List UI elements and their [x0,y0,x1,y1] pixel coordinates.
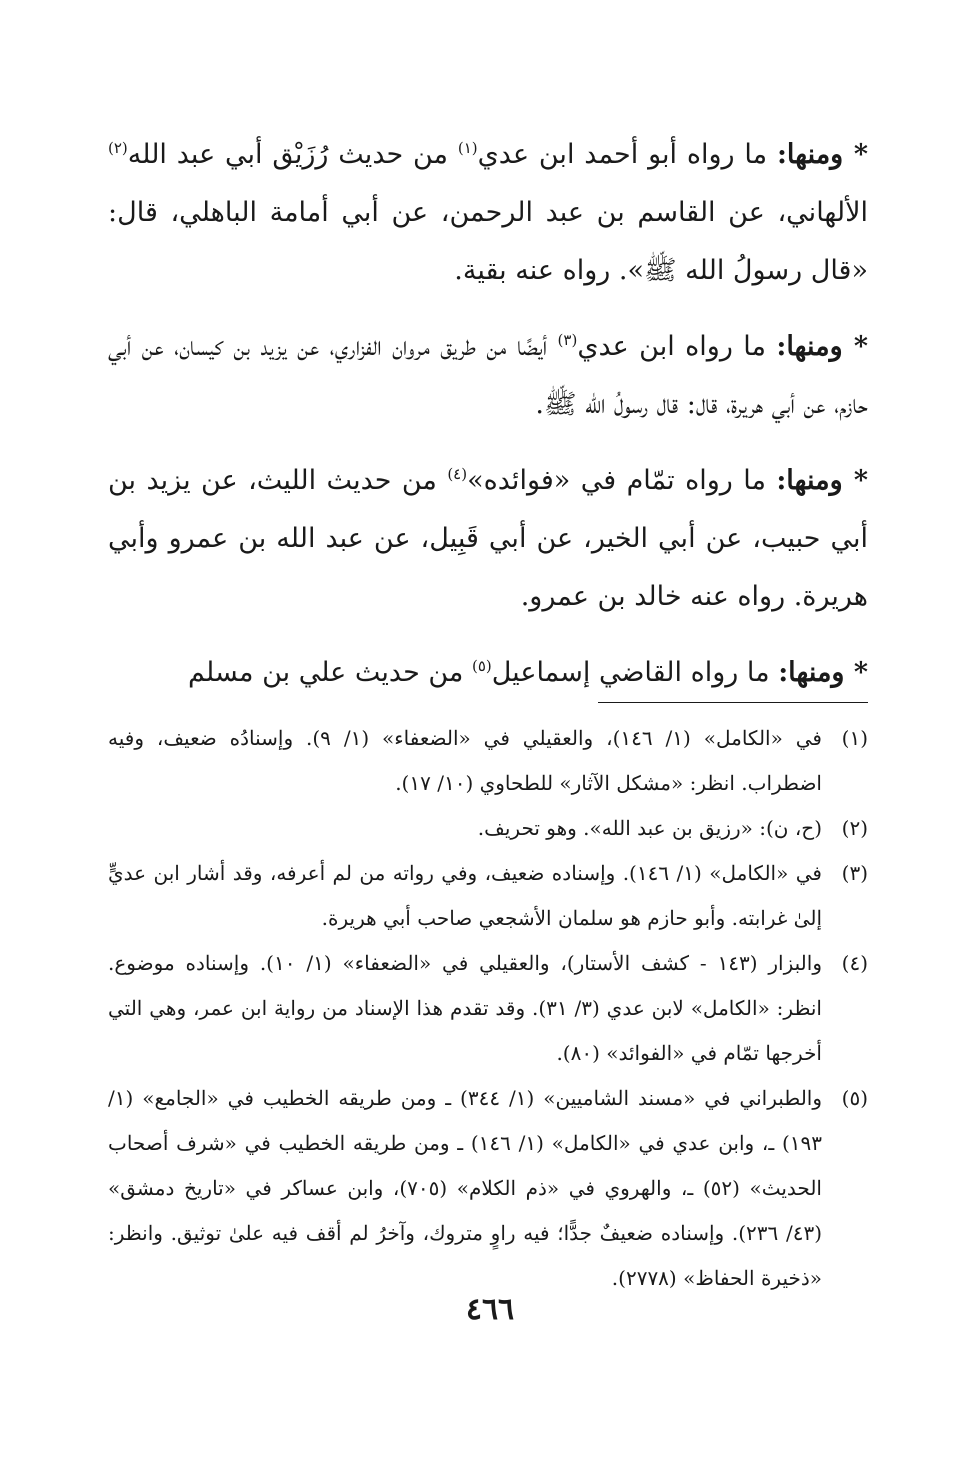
footnote-number: (٥) [841,1086,868,1110]
footnote-number: (١) [841,726,868,750]
paragraph-lead: * ومنها: [776,331,868,362]
paragraph-3 [108,452,868,626]
footnote-number: (٤) [841,951,868,975]
paragraph-text: أيضًا من طريق مروان الفزاري، عن يزيد بن كيسان، عن أبي حازم، عن أبي هريرة، قال: قال رسولُ الله ﷺ. [108,331,868,420]
footnote-text: في «الكامل» (١/ ١٤٦)، والعقيلي في «الضعفاء» (١/ ٩). وإسنادُه ضعيف، وفيه اضطراب. انظر: «مشكل الآثار» للطحاوي (١٠/ ١٧). [108,726,822,795]
footnote-ref: (١) [457,139,478,157]
paragraph-text: من حديث رُزَيْق أبي عبد الله [127,139,458,170]
paragraph-text: من حديث علي بن مسلم [188,657,472,688]
footnote-number: (٣) [841,861,868,885]
footnote-5 [108,1076,868,1301]
footnote-text: والبزار (١٤٣ - كشف الأستار)، والعقيلي في «الضعفاء» (١/ ١٠). وإسناده موضوع. انظر: «الكامل» لابن عدي (٣/ ٣١). وقد تقدم هذا الإسناد من رواية ابن عمر، وهي التي أخرجها تمّام في «الفوائد» (٨٠). [108,951,822,1065]
footnote-ref: (٥) [471,657,492,675]
main-text [108,126,868,720]
paragraph-2 [108,318,868,434]
paragraph-lead: * ومنها: [776,139,868,170]
paragraph-lead: * ومنها: [778,657,868,688]
paragraph-1 [108,126,868,300]
paragraph-text: ما رواه ابن عدي [577,331,777,362]
footnote-ref: (٣) [557,331,578,349]
footnote-text: والطبراني في «مسند الشاميين» (١/ ٣٤٤) ـ ومن طريقه الخطيب في «الجامع» (١/ ١٩٣) ـ، وابن عدي في «الكامل» (١/ ١٤٦) ـ ومن طريقه الخطيب في «شرف أصحاب الحديث» (٥٢) ـ، والهروي في «ذم الكلام» (٧٠٥)، وابن عساكر في «تاريخ دمشق» (٤٣/ ٢٣٦). وإسناده ضعيفٌ جدًّا؛ فيه راوٍ متروك، وآخرُ لم أقف فيه علىٰ توثيق. وانظر: «ذخيرة الحفاظ» (٢٧٧٨). [108,1086,823,1290]
footnote-ref: (٢) [108,139,128,157]
paragraph-text: ما رواه أبو أحمد ابن عدي [477,139,777,170]
paragraph-text: الألهاني، عن القاسم بن عبد الرحمن، عن أبي أمامة الباهلي، قال: «قال رسولُ الله ﷺ». رواه عنه بقية. [108,197,868,286]
footnote-text: في «الكامل» (١/ ١٤٦). وإسناده ضعيف، وفي رواته من لم أعرفه، وقد أشار ابن عديٍّ إلىٰ غرابته. وأبو حازم هو سلمان الأشجعي صاحب أبي هريرة. [108,861,822,930]
footnote-3 [108,851,868,941]
footnote-2 [108,806,868,851]
paragraph-text: ما رواه تمّام في «فوائده» [467,465,777,496]
footnote-divider [598,702,868,703]
paragraph-text: من حديث الليث، عن يزيد بن أبي حبيب، عن أبي الخير، عن أبي قَبِيل، عن عبد الله بن عمرو وأبي هريرة. رواه عنه خالد بن عمرو. [108,465,868,612]
footnotes [108,716,868,1301]
page-number: ٤٦٦ [465,1292,515,1327]
footnote-ref: (٤) [447,465,468,483]
paragraph-lead: * ومنها: [776,465,868,496]
footnote-1 [108,716,868,806]
paragraph-text: ما رواه القاضي إسماعيل [491,657,779,688]
paragraph-4 [108,644,868,702]
footnote-number: (٢) [841,816,868,840]
footnote-4 [108,941,868,1076]
footnote-text: (ح، ن): «رزيق بن عبد الله». وهو تحريف. [477,816,822,840]
